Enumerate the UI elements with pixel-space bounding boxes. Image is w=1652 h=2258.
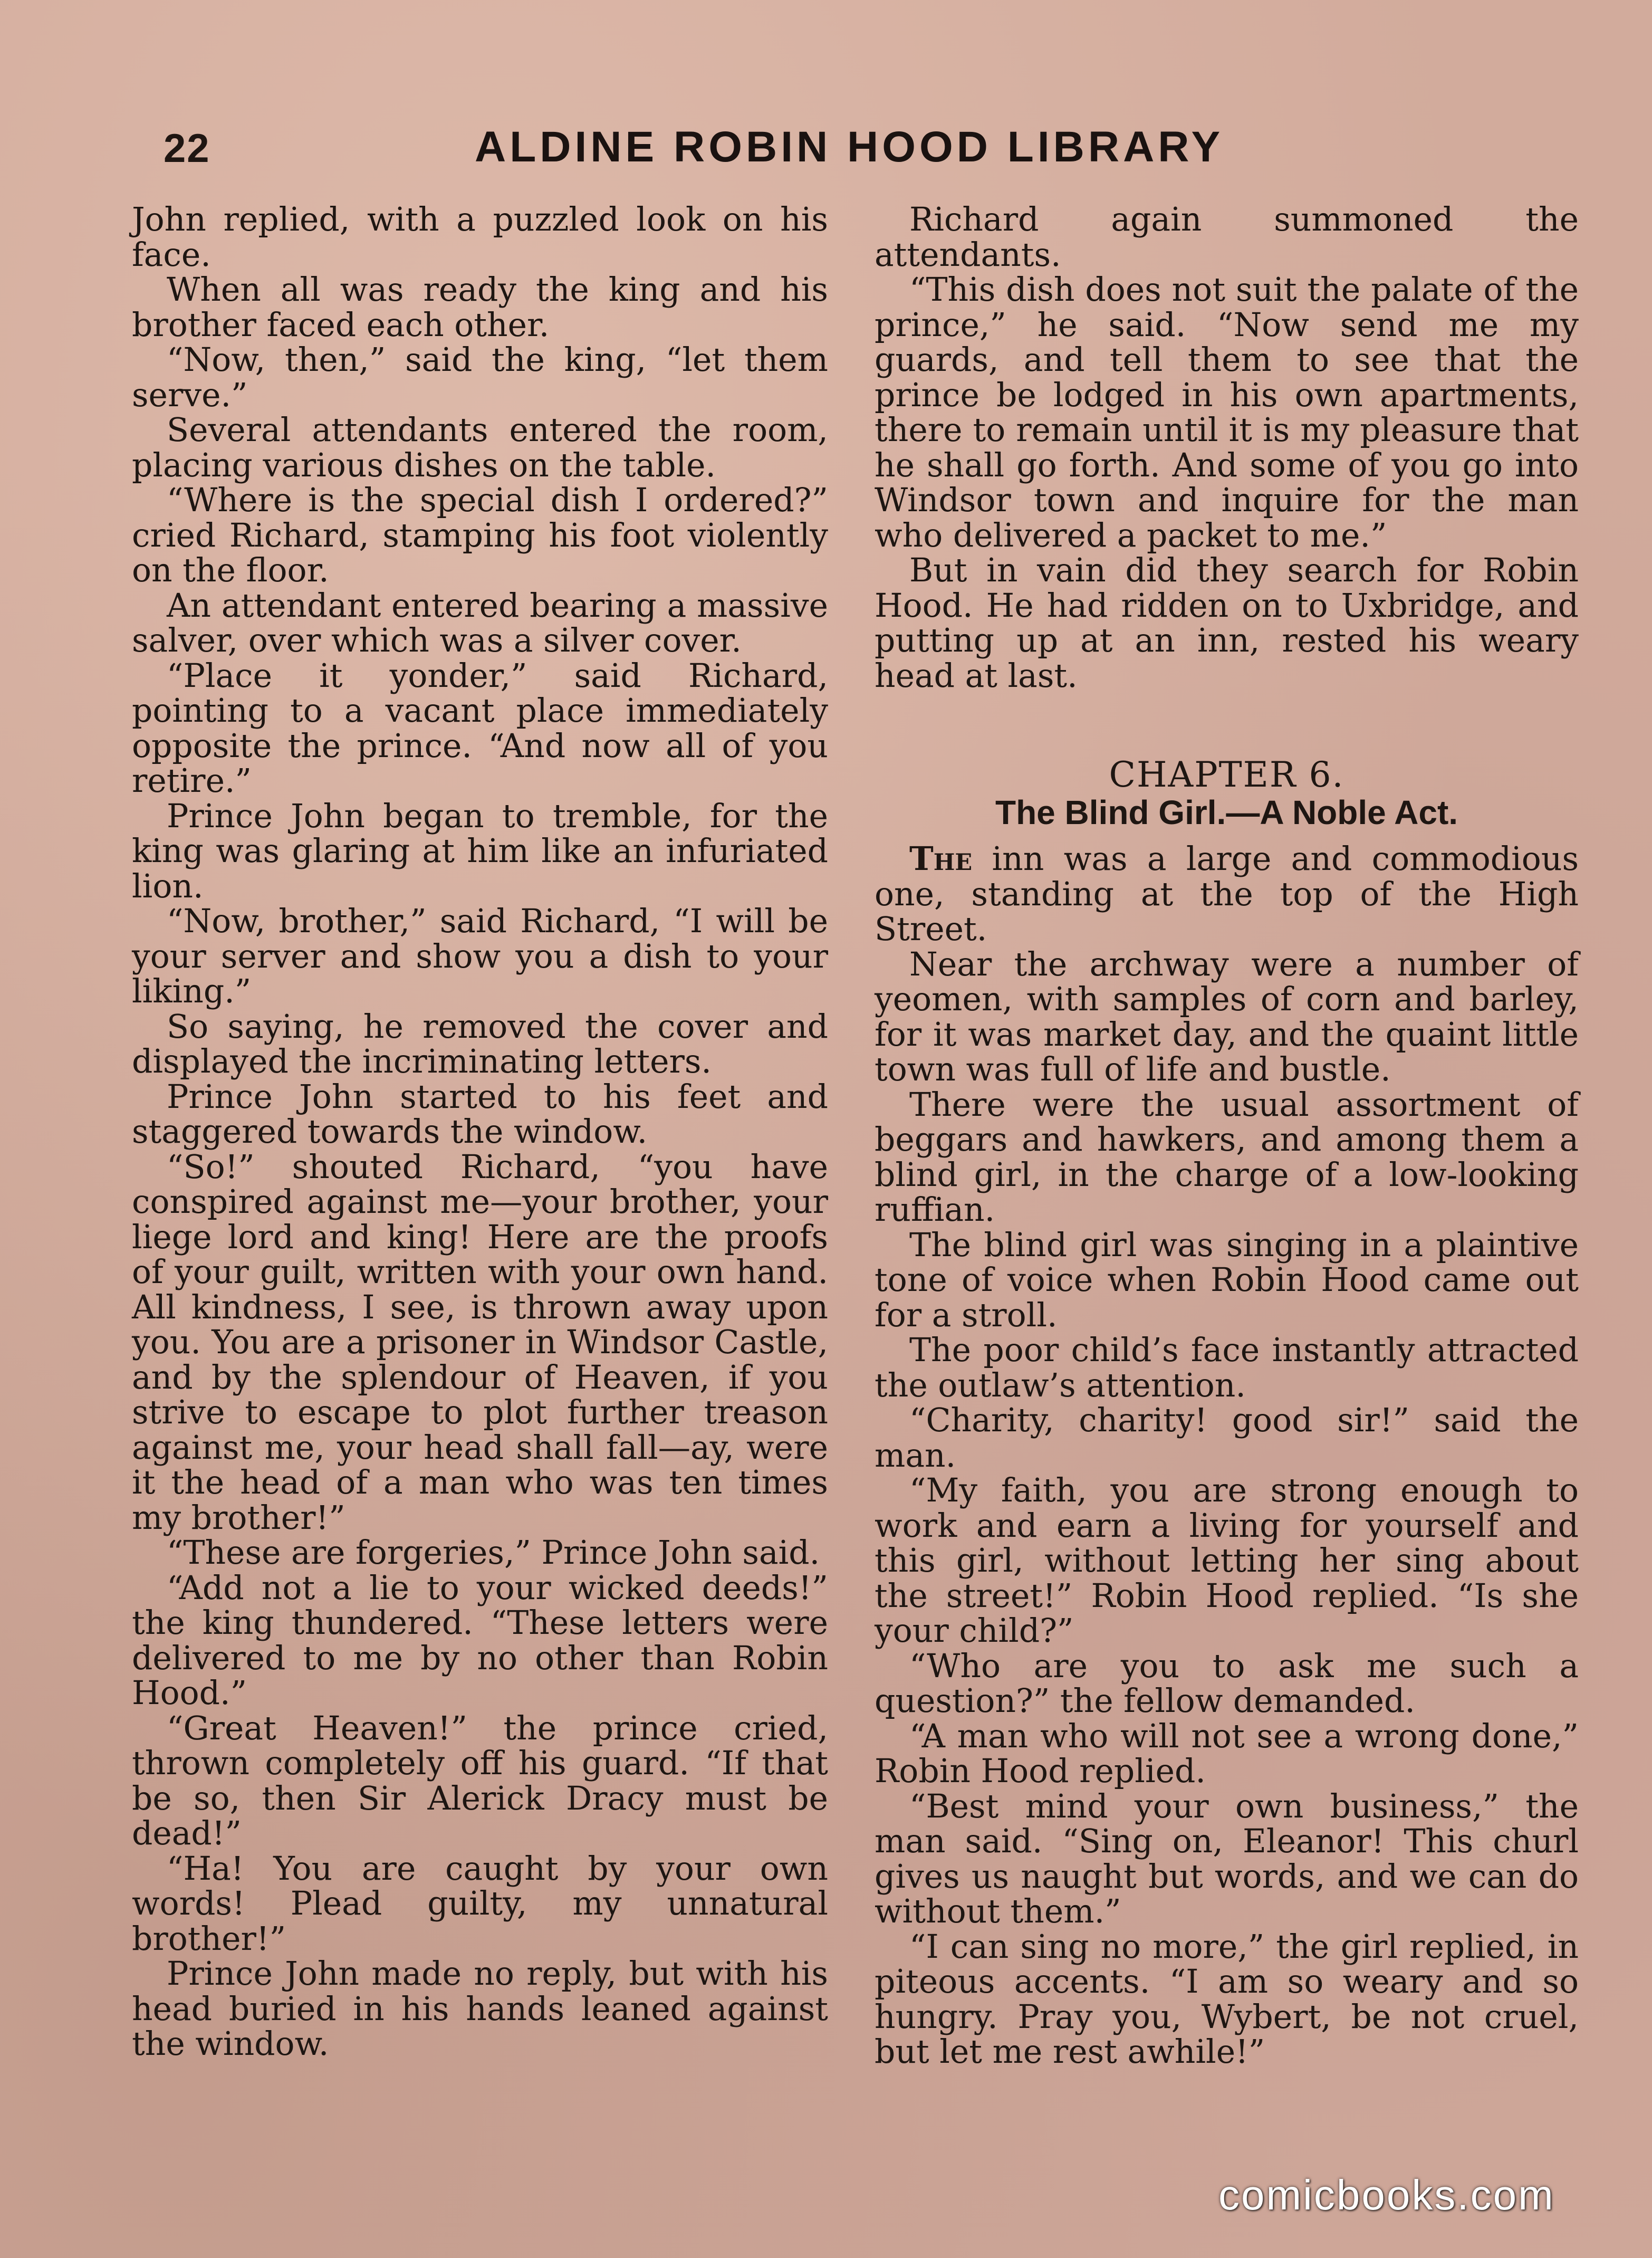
paragraph: “Now, then,” said the king, “let them serve.” xyxy=(132,341,828,414)
paragraph: Richard again summoned the attendants. xyxy=(875,200,1579,274)
drop-word: The xyxy=(909,839,973,878)
page-number: 22 xyxy=(164,126,210,171)
right-column xyxy=(875,202,1579,2070)
paragraph: Several attendants entered the room, placing various dishes on the table. xyxy=(132,411,828,484)
paragraph: There were the usual assortment of beggars and hawkers, and among them a blind girl, in the charge of a low-looking ruffian. xyxy=(875,1085,1579,1229)
paragraph: So saying, he removed the cover and displayed the incriminating letters. xyxy=(132,1007,828,1080)
paragraph: “Best mind your own business,” the man said. “Sing on, Eleanor! This churl gives us naught but words, and we can do without them.” xyxy=(875,1787,1579,1930)
paragraph: “So!” shouted Richard, “you have conspired against me—your brother, your liege lord and king! Here are the proofs of your guilt, written with your own hand. All kindness, I see, is thrown away upon you. You are a prisoner in Windsor Castle, and by the splendour of Heaven, if you strive to escape to plot further treason against me, your head shall fall—ay, were it the head of a man who was ten times my brother!” xyxy=(132,1147,828,1537)
paragraph: “This dish does not suit the palate of the prince,” he said. “Now send me my guards, and tell them to see that the prince be lodged in his own apartments, there to remain until it is my pleasure that he shall go forth. And some of you go into Windsor town and inquire for the man who delivered a packet to me.” xyxy=(875,271,1579,554)
paragraph: “Where is the special dish I ordered?” cried Richard, stamping his foot violently on the floor. xyxy=(132,481,828,589)
paragraph: When all was ready the king and his brother faced each other. xyxy=(132,271,828,344)
chapter-title: The Blind Girl.—A Noble Act. xyxy=(995,793,1458,831)
paragraph: “A man who will not see a wrong done,” Robin Hood replied. xyxy=(875,1717,1579,1790)
paragraph: “I can sing no more,” the girl replied, in piteous accents. “I am so weary and so hungry. Pray you, Wybert, be not cruel, but let me rest awhile!” xyxy=(875,1927,1579,2071)
watermark-text: comicbooks.com xyxy=(1218,2171,1555,2218)
opening-paragraph-text: inn was a large and commodious one, standing at the top of the High Street. xyxy=(875,840,1579,948)
paragraph: “Add not a lie to your wicked deeds!” the king thundered. “These letters were delivered to me by no other than Robin Hood.” xyxy=(132,1568,828,1712)
paragraph: “Place it yonder,” said Richard, pointing to a vacant place immediately opposite the prince. “And now all of you retire.” xyxy=(132,656,828,800)
paragraph: “These are forgeries,” Prince John said. xyxy=(167,1534,820,1572)
running-head: ALDINE ROBIN HOOD LIBRARY xyxy=(475,123,1224,171)
paragraph: Prince John made no reply, but with his head buried in his hands leaned against the window. xyxy=(132,1955,828,2063)
paragraph: John replied, with a puzzled look on his face. xyxy=(132,200,828,274)
chapter-number: CHAPTER 6. xyxy=(1109,754,1344,795)
paragraph: “Charity, charity! good sir!” said the man. xyxy=(875,1401,1579,1475)
paragraph: “My faith, you are strong enough to work and earn a living for yourself and this girl, without letting her sing about the street!” Robin Hood replied. “Is she your child?” xyxy=(875,1471,1579,1650)
opening-paragraph xyxy=(875,841,1579,947)
paragraph: Prince John started to his feet and staggered towards the window. xyxy=(132,1077,828,1151)
paragraph: The poor child’s face instantly attracted the outlaw’s attention. xyxy=(875,1331,1579,1404)
paragraph: Prince John began to tremble, for the king was glaring at him like an infuriated lion. xyxy=(132,797,828,905)
paragraph: Near the archway were a number of yeomen, with samples of corn and barley, for it was market day, and the quaint little town was full of life and bustle. xyxy=(875,945,1579,1088)
paragraph: “Who are you to ask me such a question?” the fellow demanded. xyxy=(875,1647,1579,1720)
left-column xyxy=(132,202,828,2062)
paragraph: The blind girl was singing in a plaintive tone of voice when Robin Hood came out for a stroll. xyxy=(875,1226,1579,1334)
paragraph: “Ha! You are caught by your own words! Plead guilty, my unnatural brother!” xyxy=(132,1849,828,1958)
paragraph: An attendant entered bearing a massive salver, over which was a silver cover. xyxy=(132,586,828,659)
paragraph: “Great Heaven!” the prince cried, thrown completely off his guard. “If that be so, then Sir Alerick Dracy must be dead!” xyxy=(132,1709,828,1852)
paragraph: But in vain did they search for Robin Hood. He had ridden on to Uxbridge, and putting up at an inn, rested his weary head at last. xyxy=(875,551,1579,695)
paragraph: “Now, brother,” said Richard, “I will be your server and show you a dish to your liking.” xyxy=(132,902,828,1010)
